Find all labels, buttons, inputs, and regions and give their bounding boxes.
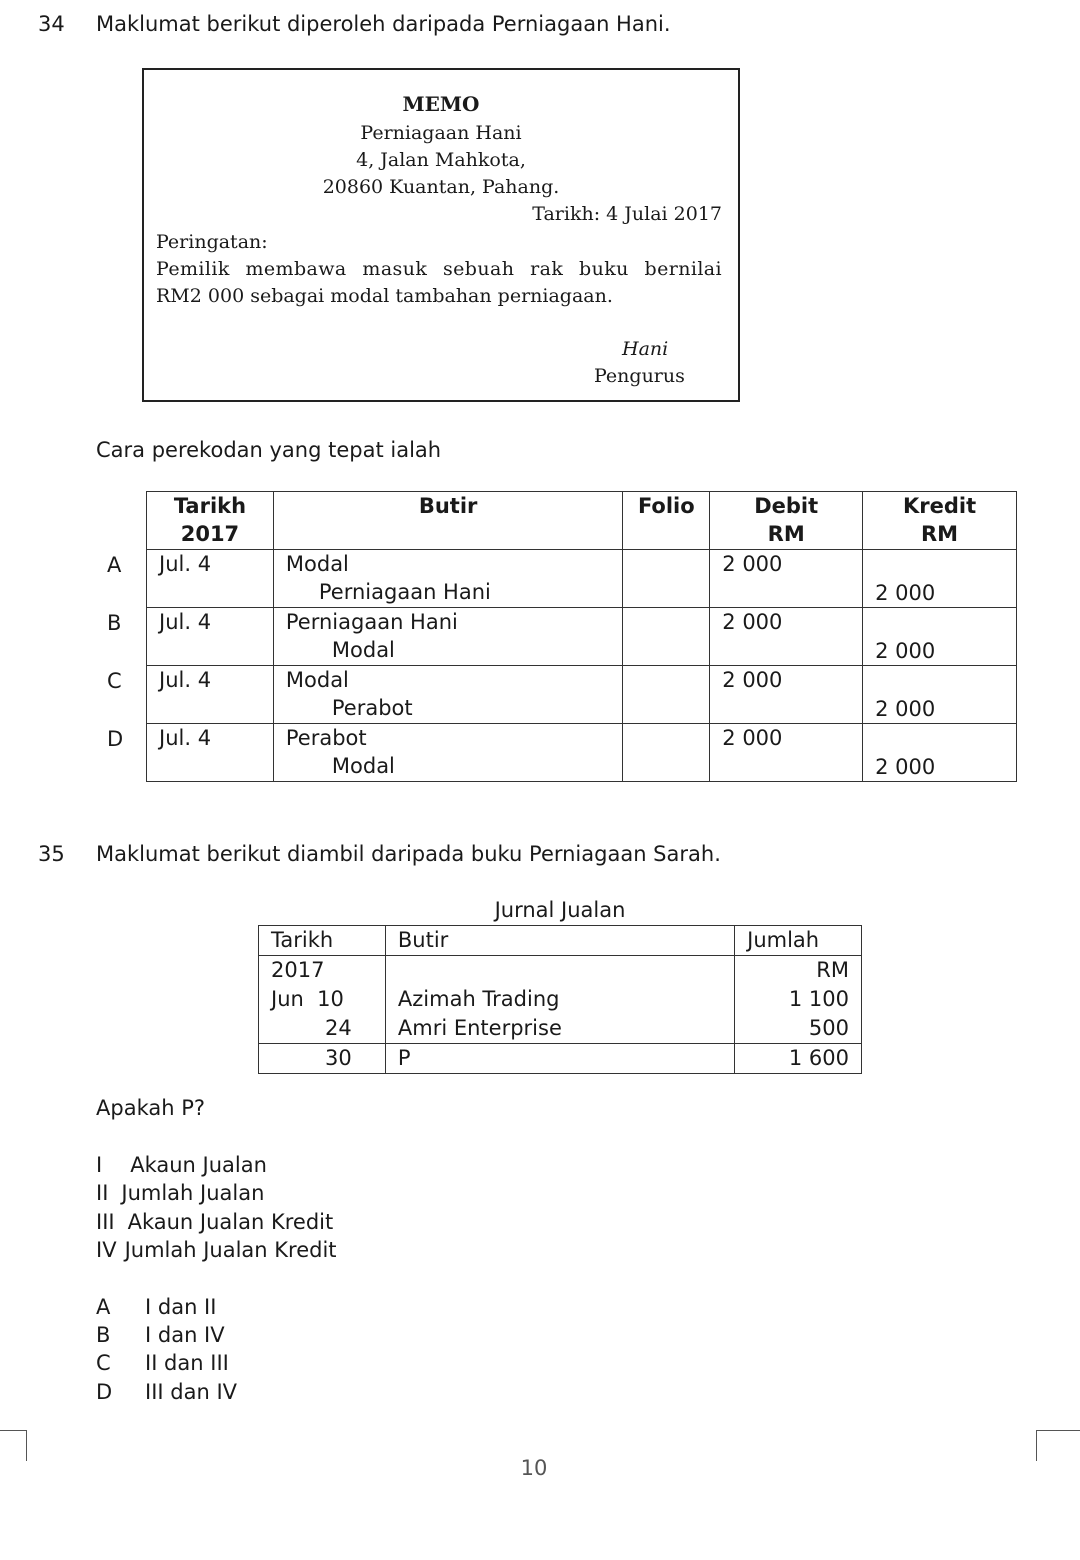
question-35-prompt: Apakah P? [96, 1096, 206, 1120]
memo-role: Pengurus [594, 365, 685, 387]
table-row [259, 956, 862, 986]
journal-amount: 500 [735, 1014, 862, 1044]
journal-currency: RM [735, 956, 862, 986]
table-row: Jul. 4 Perniagaan Hani Modal 2 000 2 000 [147, 608, 1017, 666]
question-34-prompt: Cara perekodan yang tepat ialah [96, 438, 442, 462]
memo-box [142, 68, 740, 402]
journal-year: 2017 [259, 956, 386, 986]
header-tarikh: Tarikh 2017 [147, 492, 274, 550]
option-d: D [96, 1380, 113, 1404]
journal-header-jumlah: Jumlah [735, 926, 862, 956]
journal-header-tarikh: Tarikh [259, 926, 386, 956]
table-row: Jul. 4 Modal Perabot 2 000 2 000 [147, 666, 1017, 724]
memo-address-2: 20860 Kuantan, Pahang. [322, 176, 560, 198]
option-b: B [96, 1323, 111, 1347]
table-row: Jul. 4 Modal Perniagaan Hani 2 000 2 000 [147, 550, 1017, 608]
journal-amount: 1 100 [735, 985, 862, 1014]
journal-date: Jun 10 [259, 985, 386, 1014]
journal-header-row [259, 926, 862, 956]
question-35-text: Maklumat berikut diambil daripada buku Perniagaan Sarah. [96, 842, 721, 866]
memo-body-line-2: RM2 000 sebagai modal tambahan perniagaan. [156, 285, 613, 307]
journal-total-date: 30 [259, 1044, 386, 1074]
memo-date: Tarikh: 4 Julai 2017 [532, 203, 722, 225]
journal-date: 24 [259, 1014, 386, 1044]
question-34-text: Maklumat berikut diperoleh daripada Perniagaan Hani. [96, 12, 671, 36]
page-number: 10 [520, 1456, 548, 1480]
table-row: Jul. 4 Perabot Modal 2 000 2 000 [147, 724, 1017, 782]
journal-header-butir: Butir [385, 926, 734, 956]
option-c-text: II dan III [145, 1351, 229, 1375]
header-folio: Folio [623, 492, 710, 550]
journal-total-amount: 1 600 [735, 1044, 862, 1074]
option-d-text: III dan IV [145, 1380, 237, 1404]
memo-signature: Hani [622, 338, 669, 360]
table-row [259, 1014, 862, 1044]
memo-title: MEMO [402, 92, 480, 116]
option-letter-b: B [107, 611, 122, 635]
header-debit: Debit RM [710, 492, 863, 550]
journal-butir: Azimah Trading [385, 985, 734, 1014]
statement-3: III Akaun Jualan Kredit [96, 1210, 334, 1234]
journal-butir: Amri Enterprise [385, 1014, 734, 1044]
memo-body-line-1: Pemilik membawa masuk sebuah rak buku bernilai [156, 258, 722, 280]
option-b-text: I dan IV [145, 1323, 225, 1347]
header-butir: Butir [273, 492, 622, 550]
option-letter-a: A [107, 553, 122, 577]
option-c: C [96, 1351, 111, 1375]
header-kredit: Kredit RM [863, 492, 1017, 550]
table-header-row [147, 492, 1017, 550]
memo-address-1: 4, Jalan Mahkota, [356, 149, 526, 171]
option-a-text: I dan II [145, 1295, 217, 1319]
table-row [259, 1044, 862, 1074]
statement-2: II Jumlah Jualan [96, 1181, 265, 1205]
memo-business: Perniagaan Hani [360, 122, 522, 144]
option-a: A [96, 1295, 111, 1319]
question-35-number: 35 [38, 842, 65, 866]
options-table [146, 491, 1017, 782]
option-letter-c: C [107, 669, 122, 693]
journal-total-butir: P [385, 1044, 734, 1074]
memo-label: Peringatan: [156, 231, 268, 253]
table-row [259, 985, 862, 1014]
statement-4: IV Jumlah Jualan Kredit [96, 1238, 337, 1262]
sales-journal-table [258, 925, 862, 1074]
option-letter-d: D [107, 727, 124, 751]
journal-title: Jurnal Jualan [494, 898, 626, 922]
question-34-number: 34 [38, 12, 65, 36]
statement-1: I Akaun Jualan [96, 1153, 267, 1177]
